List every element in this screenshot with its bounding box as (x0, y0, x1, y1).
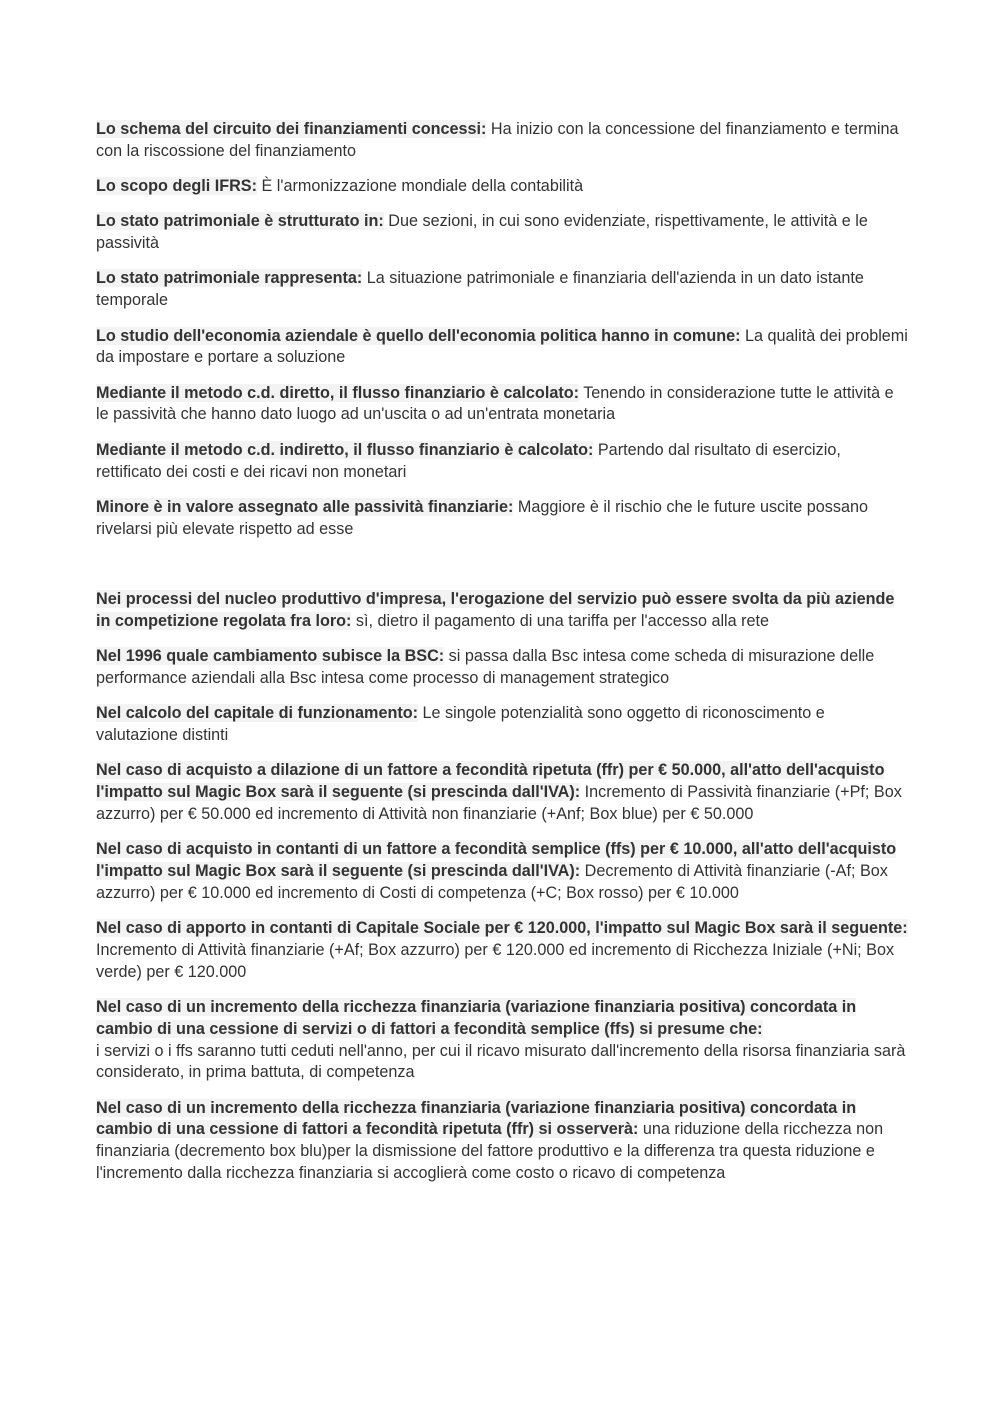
answer-text: Le singole potenzialità sono oggetto di riconoscimento e valutazione distinti (96, 704, 825, 744)
question-text: Lo schema del circuito dei finanziamenti concessi: (96, 120, 487, 138)
question-text: Nei processi del nucleo produttivo d'impresa, l'erogazione del servizio può essere svolta da più aziende in competizione regolata fra loro: (96, 589, 895, 630)
question-text: Nel caso di un incremento della ricchezza finanziaria (variazione finanziaria positiva) concordata in cambio di una cessione di servizi o di fattori a fecondità semplice (ffs) si presume che: (96, 997, 857, 1038)
question-text: Nel calcolo del capitale di funzionamento: (96, 704, 419, 723)
question-text: Minore è in valore assegnato alle passività finanziarie: (96, 497, 514, 516)
question-text: Mediante il metodo c.d. indiretto, il flusso finanziario è calcolato: (96, 440, 594, 459)
answer-text: Ha inizio con la concessione del finanziamento e termina con la riscossione del finanziamento (96, 120, 899, 160)
answer-text: si passa dalla Bsc intesa come scheda di misurazione delle performance aziendali alla Bsc intesa come processo di management strategico (96, 647, 875, 687)
answer-text: Maggiore è il rischio che le future uscite possano rivelarsi più elevate rispetto ad esse (96, 497, 868, 538)
document-body (96, 119, 908, 1198)
qa-entry (96, 176, 908, 198)
question-text: Lo stato patrimoniale rappresenta: (96, 269, 363, 288)
qa-entry (96, 839, 908, 904)
qa-entry (96, 268, 908, 312)
qa-entry (96, 997, 908, 1084)
qa-entry (96, 383, 908, 427)
question-text: Mediante il metodo c.d. diretto, il flusso finanziario è calcolato: (96, 383, 579, 402)
answer-text: La situazione patrimoniale e finanziaria dell'azienda in un dato istante temporale (96, 269, 864, 310)
answer-text: Due sezioni, in cui sono evidenziate, rispettivamente, le attività e le passività (96, 212, 868, 253)
answer-text: una riduzione della ricchezza non finanziaria (decremento box blu)per la dismissione del fattore produttivo e la differenza tra questa riduzione e l'incremento dalla ricchezza finanziaria si accoglierà come costo o ricavo di competenza (96, 1120, 884, 1182)
qa-entry (96, 440, 908, 484)
question-text: Lo stato patrimoniale è strutturato in: (96, 212, 384, 231)
qa-entry (96, 703, 908, 747)
qa-entry (96, 589, 908, 633)
qa-entry (96, 1098, 908, 1185)
answer-text: Tenendo in considerazione tutte le attività e le passività che hanno dato luogo ad un'uscita o ad un'entrata monetaria (96, 383, 894, 424)
qa-entry (96, 326, 908, 370)
section-gap (96, 554, 908, 589)
qa-entry (96, 760, 908, 825)
answer-text: i servizi o i ffs saranno tutti ceduti nell'anno, per cui il ricavo misurato dall'incremento della risorsa finanziaria sarà considerato, in prima battuta, di competenza (96, 1041, 906, 1082)
question-text: Nel caso di apporto in contanti di Capitale Sociale per € 120.000, l'impatto sul Magic Box sarà il seguente: (96, 919, 908, 938)
answer-text: Decremento di Attività finanziarie (-Af; Box azzurro) per € 10.000 ed incremento di Costi di competenza (+C; Box rosso) per € 10.000 (96, 861, 888, 902)
qa-entry (96, 211, 908, 255)
answer-text: Incremento di Passività finanziarie (+Pf; Box azzurro) per € 50.000 ed incremento di Attività non finanziarie (+Anf; Box blue) per € 50.000 (96, 783, 902, 823)
answer-text: Partendo dal risultato di esercizio, rettificato dei costi e dei ricavi non monetari (96, 440, 841, 481)
qa-entry (96, 119, 908, 163)
question-text: Nel caso di acquisto in contanti di un fattore a fecondità semplice (ffs) per € 10.000, all'atto dell'acquisto l'impatto sul Magic Box sarà il seguente (si prescinda dall'IVA): (96, 840, 897, 880)
answer-text: È l'armonizzazione mondiale della contabilità (256, 177, 584, 196)
question-text: Nel 1996 quale cambiamento subisce la BSC: (96, 647, 445, 666)
answer-text: sì, dietro il pagamento di una tariffa per l'accesso alla rete (351, 611, 770, 630)
question-text: Lo studio dell'economia aziendale è quello dell'economia politica hanno in comune: (96, 326, 741, 345)
qa-entry (96, 646, 908, 690)
qa-entry (96, 497, 908, 541)
question-text: Nel caso di acquisto a dilazione di un fattore a fecondità ripetuta (ffr) per € 50.000, all'atto dell'acquisto l'impatto sul Magic Box sarà il seguente (si prescinda dall'IVA): (96, 761, 885, 802)
answer-text: La qualità dei problemi da impostare e portare a soluzione (96, 326, 908, 367)
question-text: Lo scopo degli IFRS: (96, 177, 257, 196)
answer-text: Incremento di Attività finanziarie (+Af; Box azzurro) per € 120.000 ed incremento di Ricchezza Iniziale (+Ni; Box verde) per € 120.000 (96, 940, 895, 981)
question-text: Nel caso di un incremento della ricchezza finanziaria (variazione finanziaria positiva) concordata in cambio di una cessione di fattori a fecondità ripetuta (ffr) si osserverà: (96, 1098, 857, 1139)
qa-entry (96, 918, 908, 983)
